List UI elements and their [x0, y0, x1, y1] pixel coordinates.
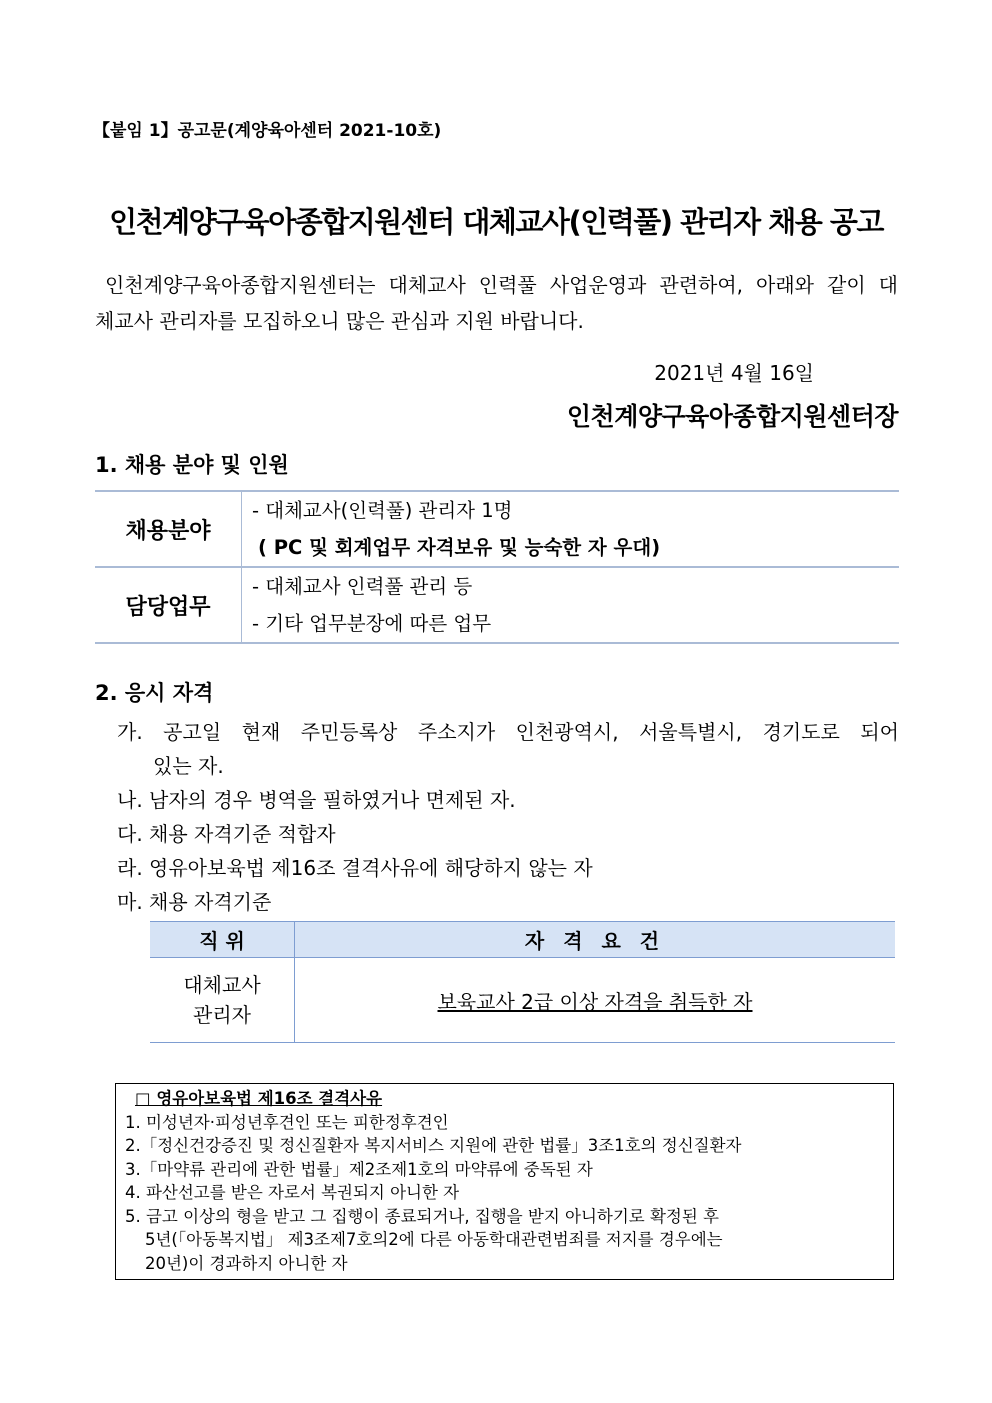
section-2-heading: 2. 응시 자격: [95, 681, 214, 705]
intro-paragraph: [95, 267, 898, 339]
list-item: 1. 미성년자·피성년후견인 또는 피한정후견인: [125, 1112, 449, 1132]
intro-line-2: 체교사 관리자를 모집하오니 많은 관심과 지원 바랍니다.: [95, 309, 584, 333]
requirement-cell: [295, 958, 896, 1043]
list-item: 마. 채용 자격기준: [117, 890, 272, 914]
requirement-text: 보육교사 2급 이상 자격을 취득한 자: [437, 989, 753, 1014]
list-item-continuation: 5년(「아동복지법」 제3조제7호의2에 다른 아동학대관련범죄를 저지를 경우에는: [145, 1230, 723, 1249]
table-row: [150, 958, 895, 1043]
column-header-requirement: 자 격 요 건: [295, 922, 896, 958]
table-row: [95, 491, 899, 567]
list-item: 2.「정신건강증진 및 정신질환자 복지서비스 지원에 관한 법률」3조1호의 정신질환자: [125, 1136, 742, 1155]
table-header-row: [150, 922, 895, 958]
row-line: - 기타 업무분장에 따른 업무: [252, 612, 492, 635]
row-label: 채용분야: [95, 491, 242, 567]
position-line-1: 대체교사: [183, 973, 261, 997]
column-header-position: 직 위: [150, 922, 295, 958]
issuer-name: 인천계양구육아종합지원센터장: [566, 402, 898, 431]
list-item: 나. 남자의 경우 병역을 필하였거나 면제된 자.: [117, 788, 516, 812]
list-item: 다. 채용 자격기준 적합자: [117, 822, 336, 846]
list-item: 있는 자.: [153, 754, 224, 778]
announcement-date: 2021년 4월 16일: [654, 361, 814, 385]
row-line: - 대체교사(인력풀) 관리자 1명: [252, 499, 513, 522]
position-line-2: 관리자: [193, 1003, 251, 1027]
row-content: [242, 491, 900, 567]
disqualification-box: [115, 1083, 894, 1280]
list-item: 3.「마약류 관리에 관한 법률」제2조제1호의 마약류에 중독된 자: [125, 1159, 593, 1179]
attachment-label: 【붙임 1】공고문(계양육아센터 2021-10호): [93, 121, 442, 141]
row-label: 담당업무: [95, 567, 242, 643]
box-heading-text: □ 영유아보육법 제16조 결격사유: [135, 1089, 383, 1108]
document-title: 인천계양구육아종합지원센터 대체교사(인력풀) 관리자 채용 공고: [109, 205, 883, 239]
row-line: - 대체교사 인력풀 관리 등: [252, 575, 473, 598]
row-line-bold: ( PC 및 회계업무 자격보유 및 능숙한 자 우대): [258, 536, 661, 559]
box-heading: [125, 1087, 893, 1111]
qualification-table: [150, 921, 895, 1043]
row-content: [242, 567, 900, 643]
list-item: 5. 금고 이상의 형을 받고 그 집행이 종료되거나, 집행을 받지 아니하기로 확정된 후: [125, 1206, 719, 1226]
intro-line-1: 인천계양구육아종합지원센터는 대체교사 인력풀 사업운영과 관련하여, 아래와 같이 대: [105, 273, 898, 297]
list-item: 4. 파산선고를 받은 자로서 복권되지 아니한 자: [125, 1183, 460, 1202]
section-1-heading: 1. 채용 분야 및 인원: [95, 453, 289, 477]
table-row: [95, 567, 899, 643]
qualification-list: [117, 715, 899, 919]
list-item-continuation: 20년)이 경과하지 아니한 자: [145, 1253, 348, 1273]
recruitment-table: [95, 490, 899, 644]
position-cell: [150, 958, 295, 1043]
list-item: 가. 공고일 현재 주민등록상 주소지가 인천광역시, 서울특별시, 경기도로 되어: [117, 720, 899, 744]
list-item: 라. 영유아보육법 제16조 결격사유에 해당하지 않는 자: [117, 856, 593, 880]
